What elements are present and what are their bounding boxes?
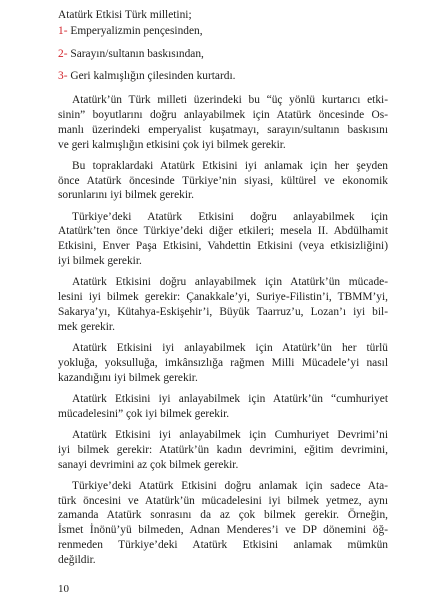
list-text: Sarayın/sultanın baskısından,	[70, 48, 204, 60]
paragraph-line: mücadelesini” çok iyi bilmek gerekir.	[58, 408, 230, 420]
list-number: 2-	[58, 48, 68, 60]
paragraph-line: sinin” boyutlarını doğru anlayabilmek için Atatürk öncesinde Os-	[58, 109, 388, 121]
paragraph-line: Atatürk Etkisini iyi anlayabilmek için Atatürk’ün “cumhuriyet	[72, 393, 388, 405]
paragraph-line: Türkiye’deki Atatürk Etkisini doğru anlayabilmek için	[72, 211, 388, 223]
intro-line: Atatürk Etkisi Türk milletini;	[58, 9, 192, 21]
page-number: 10	[58, 583, 69, 595]
paragraph-line: Etkisini, Enver Paşa Etkisini, Vahdettin Etkisini (veya etkisizliğini)	[58, 240, 388, 252]
paragraph-line: Atatürk’ten önce Türkiye’deki diğer etkileri; mesela II. Abdülhamit	[58, 225, 388, 237]
paragraph-line: renmeden Türkiye’deki Atatürk Etkisini anlamak mümkün	[58, 539, 388, 551]
list-item	[58, 47, 204, 62]
paragraph-line: yokluğa, yoksulluğa, imkânsızlığa rağmen Milli Mücadele’yi nasıl	[58, 357, 388, 369]
paragraph-line: sanayi devrimini az çok bilmek gerekir.	[58, 459, 239, 471]
paragraph-line: Bu topraklardaki Atatürk Etkisini iyi anlamak için her şeyden	[72, 160, 388, 172]
paragraph-line: değildir.	[58, 554, 96, 566]
list-text: Emperyalizmin pençesinden,	[70, 25, 203, 37]
paragraph-line: mek gerekir.	[58, 321, 115, 333]
list-number: 1-	[58, 25, 68, 37]
paragraph-line: iyi bilmek gerekir.	[58, 255, 142, 267]
paragraph-line: iyi bilmek gerekir: Atatürk’ün kadın devrimini, eğitim devrimini,	[58, 444, 388, 456]
paragraph-line: zamanda Atatürk sonrasını da az çok bilmek gerekir. Örneğin,	[58, 509, 388, 521]
list-item	[58, 24, 203, 39]
paragraph-line: İsmet İnönü’yü bilmeden, Adnan Menderes’i ve DP dönemini öğ-	[58, 524, 388, 536]
paragraph-line: Sakarya’yı, Kütahya-Eskişehir’i, Büyük Taarruz’u, Lozan’ı iyi bil-	[58, 306, 388, 318]
list-number: 3-	[58, 70, 68, 82]
list-text: Geri kalmışlığın çilesinden kurtardı.	[70, 70, 236, 82]
paragraph-line: Atatürk Etkisini iyi anlayabilmek için Cumhuriyet Devrimi’ni	[72, 429, 388, 441]
paragraph-line: manlı üzerindeki emperyalist kuşatmayı, sarayın/sultanın baskısını	[58, 124, 388, 136]
paragraph-line: Türkiye’deki Atatürk Etkisini doğru anlamak için sadece Ata-	[72, 480, 388, 492]
list-item	[58, 69, 236, 84]
paragraph-line: kazandığını iyi bilmek gerekir.	[58, 372, 198, 384]
paragraph-line: türk öncesini ve Atatürk’ün mücadelesini iyi bilmek yetmez, aynı	[58, 495, 388, 507]
paragraph-line: Atatürk Etkisini doğru anlayabilmek için Atatürk’ün mücade-	[72, 276, 388, 288]
paragraph-line: önce Atatürk öncesinde Türkiye’nin siyasi, kültürel ve ekonomik	[58, 175, 388, 187]
paragraph-line: Atatürk Etkisini iyi anlayabilmek için Atatürk’ün her türlü	[72, 342, 388, 354]
paragraph-line: sorunlarını iyi bilmek gerekir.	[58, 189, 195, 201]
paragraph-line: lesini iyi bilmek gerekir: Çanakkale’yi, Suriye-Filistin’i, TBMM’yi,	[58, 291, 388, 303]
paragraph-line: Atatürk’ün Türk milleti üzerindeki bu “üç yönlü kurtarıcı etki-	[72, 94, 388, 106]
paragraph-line: ve geri kalmışlığın etkisini çok iyi bilmek gerekir.	[58, 139, 286, 151]
